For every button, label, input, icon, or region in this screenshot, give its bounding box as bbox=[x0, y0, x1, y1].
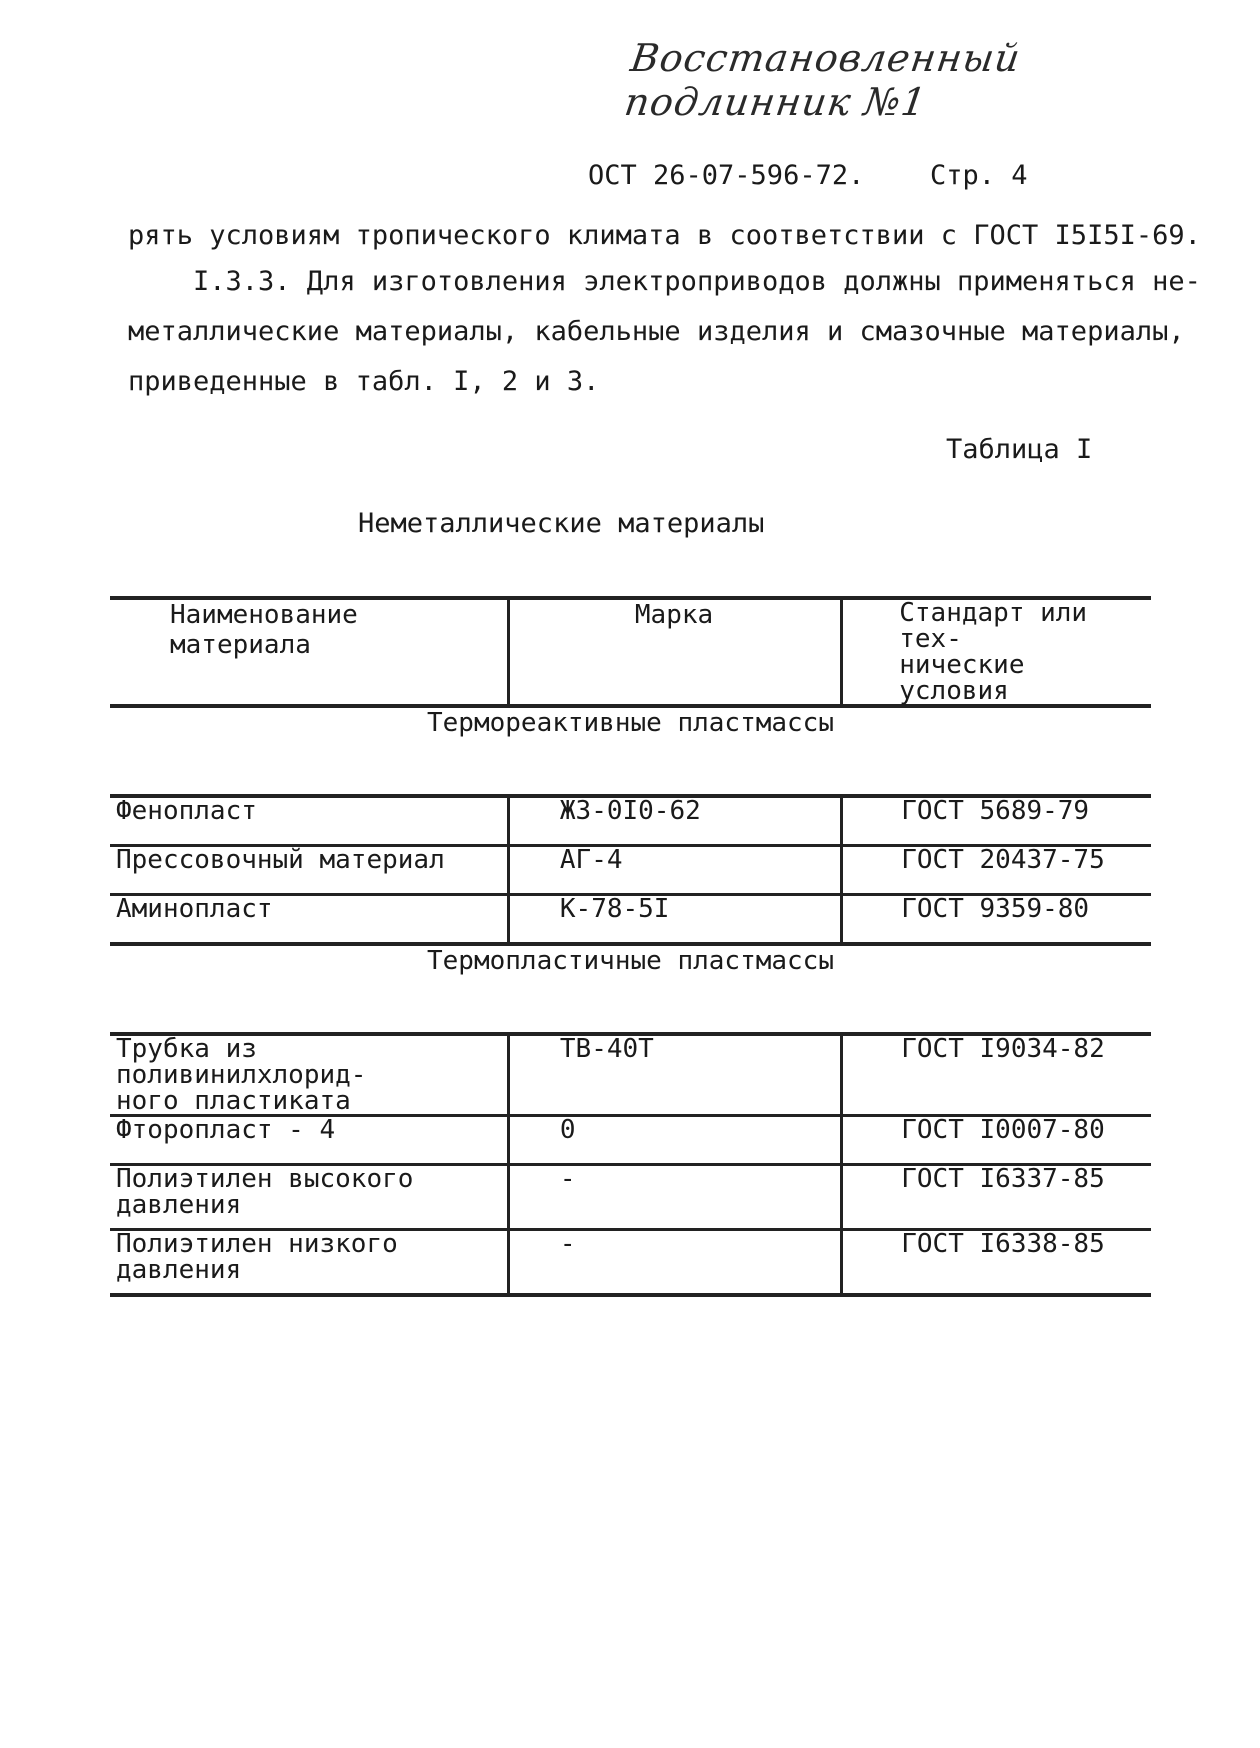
table-row bbox=[110, 895, 1151, 945]
table-row bbox=[110, 796, 1151, 846]
cell-standard: ГОСТ I6337-85 bbox=[842, 1165, 1151, 1230]
table-row bbox=[110, 1165, 1151, 1230]
header-material-name: Наименование материала bbox=[110, 598, 508, 706]
table-row bbox=[110, 846, 1151, 895]
cell-mark: - bbox=[508, 1230, 841, 1296]
cell-standard: ГОСТ I6338-85 bbox=[842, 1230, 1151, 1296]
cell-material: Полиэтилен высокого давления bbox=[110, 1165, 508, 1230]
cell-mark: 0 bbox=[508, 1116, 841, 1165]
materials-table bbox=[110, 596, 1151, 1297]
cell-standard: ГОСТ I9034-82 bbox=[842, 1034, 1151, 1116]
table-title: Неметаллические материалы bbox=[358, 508, 765, 539]
table-row bbox=[110, 1116, 1151, 1165]
paragraph-line: I.3.3. Для изготовления электроприводов должны применяться не- bbox=[128, 266, 1201, 297]
cell-mark: - bbox=[508, 1165, 841, 1230]
cell-mark: АГ-4 bbox=[508, 846, 841, 895]
header-standard: Стандарт или тех- нические условия bbox=[842, 598, 1151, 706]
cell-standard: ГОСТ 20437-75 bbox=[842, 846, 1151, 895]
table-row bbox=[110, 1034, 1151, 1116]
cell-mark: ТВ-40Т bbox=[508, 1034, 841, 1116]
cell-mark: Ж3-0I0-62 bbox=[508, 796, 841, 846]
section-title: Термопластичные пластмассы bbox=[427, 946, 834, 976]
cell-material: Фторопласт - 4 bbox=[110, 1116, 508, 1165]
cell-mark: К-78-5I bbox=[508, 895, 841, 945]
paragraph-line: рять условиям тропического климата в соответствии с ГОСТ I5I5I-69. bbox=[128, 220, 1201, 251]
cell-standard: ГОСТ I0007-80 bbox=[842, 1116, 1151, 1165]
paragraph-line: приведенные в табл. I, 2 и 3. bbox=[128, 366, 600, 397]
cell-standard: ГОСТ 9359-80 bbox=[842, 895, 1151, 945]
table-row bbox=[110, 1230, 1151, 1296]
section-header bbox=[110, 706, 1151, 796]
page-number: Стр. 4 bbox=[930, 160, 1028, 191]
cell-material: Прессовочный материал bbox=[110, 846, 508, 895]
cell-material: Фенопласт bbox=[110, 796, 508, 846]
paragraph-line: металлические материалы, кабельные изделия и смазочные материалы, bbox=[128, 316, 1185, 347]
table-header-row bbox=[110, 598, 1151, 706]
document-code: ОСТ 26-07-596-72. bbox=[588, 160, 865, 191]
table-label: Таблица I bbox=[946, 434, 1093, 465]
handwritten-stamp: Восстановленный подлинник №1 bbox=[621, 36, 1024, 124]
cell-standard: ГОСТ 5689-79 bbox=[842, 796, 1151, 846]
section-title: Термореактивные пластмассы bbox=[427, 708, 834, 738]
section-header bbox=[110, 944, 1151, 1034]
cell-material: Полиэтилен низкого давления bbox=[110, 1230, 508, 1296]
header-mark: Марка bbox=[508, 598, 841, 706]
cell-material: Трубка из поливинилхлорид- ного пластиката bbox=[110, 1034, 508, 1116]
cell-material: Аминопласт bbox=[110, 895, 508, 945]
